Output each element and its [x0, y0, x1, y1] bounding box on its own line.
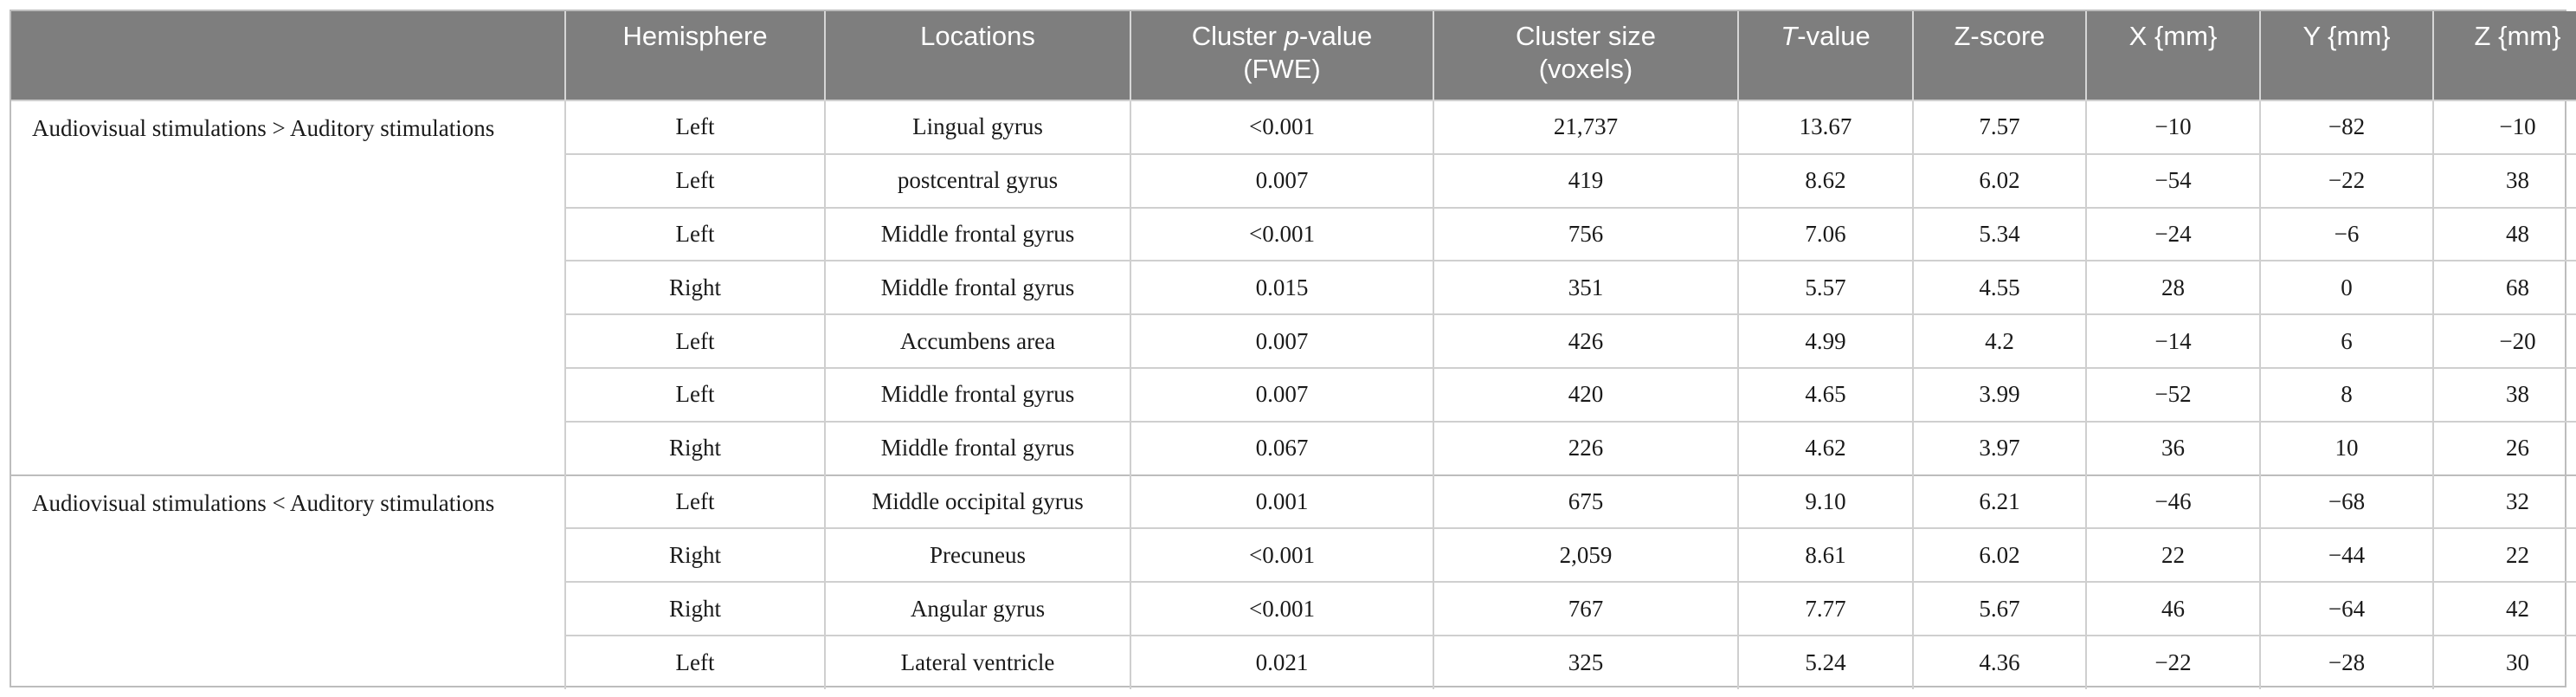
header-cluster-size: Cluster size (voxels)	[1433, 11, 1738, 100]
hemisphere-cell: Right	[565, 261, 825, 314]
cluster-p-value-cell: 0.001	[1130, 475, 1433, 529]
x-mm-cell: −52	[2086, 368, 2260, 422]
y-mm-cell: 8	[2260, 368, 2433, 422]
x-mm-cell: 46	[2086, 582, 2260, 636]
results-table-frame	[10, 10, 2566, 687]
z-score-cell: 7.57	[1913, 100, 2086, 154]
cluster-size-cell: 426	[1433, 314, 1738, 368]
cluster-size-cell: 756	[1433, 208, 1738, 261]
y-mm-cell: −44	[2260, 528, 2433, 582]
t-value-cell: 7.77	[1738, 582, 1913, 636]
cluster-size-cell: 325	[1433, 636, 1738, 689]
x-mm-cell: −14	[2086, 314, 2260, 368]
z-score-cell: 6.21	[1913, 475, 2086, 529]
z-score-cell: 5.34	[1913, 208, 2086, 261]
z-mm-cell: 38	[2433, 154, 2576, 208]
header-x-mm: X {mm}	[2086, 11, 2260, 100]
t-value-cell: 8.62	[1738, 154, 1913, 208]
group-label: Audiovisual stimulations > Auditory stimulations	[11, 100, 565, 475]
hemisphere-cell: Right	[565, 582, 825, 636]
y-mm-cell: −28	[2260, 636, 2433, 689]
location-cell: Lingual gyrus	[825, 100, 1130, 154]
table-body	[11, 100, 2576, 689]
header-hemisphere: Hemisphere	[565, 11, 825, 100]
z-mm-cell: 30	[2433, 636, 2576, 689]
results-table	[11, 11, 2576, 689]
header-cluster-p-value: Cluster p-value (FWE)	[1130, 11, 1433, 100]
location-cell: Middle frontal gyrus	[825, 261, 1130, 314]
y-mm-cell: −68	[2260, 475, 2433, 529]
hemisphere-cell: Left	[565, 208, 825, 261]
x-mm-cell: −46	[2086, 475, 2260, 529]
y-mm-cell: −82	[2260, 100, 2433, 154]
z-score-cell: 4.2	[1913, 314, 2086, 368]
header-y-mm: Y {mm}	[2260, 11, 2433, 100]
z-mm-cell: 68	[2433, 261, 2576, 314]
hemisphere-cell: Right	[565, 422, 825, 475]
z-mm-cell: 22	[2433, 528, 2576, 582]
t-value-cell: 7.06	[1738, 208, 1913, 261]
location-cell: Middle frontal gyrus	[825, 368, 1130, 422]
x-mm-cell: 22	[2086, 528, 2260, 582]
cluster-size-cell: 226	[1433, 422, 1738, 475]
y-mm-cell: 0	[2260, 261, 2433, 314]
z-mm-cell: 42	[2433, 582, 2576, 636]
z-score-cell: 4.55	[1913, 261, 2086, 314]
cluster-p-value-cell: <0.001	[1130, 582, 1433, 636]
z-score-cell: 3.97	[1913, 422, 2086, 475]
t-value-cell: 5.24	[1738, 636, 1913, 689]
t-value-cell: 4.62	[1738, 422, 1913, 475]
z-score-cell: 6.02	[1913, 154, 2086, 208]
location-cell: Middle occipital gyrus	[825, 475, 1130, 529]
location-cell: Middle frontal gyrus	[825, 422, 1130, 475]
cluster-p-value-cell: 0.015	[1130, 261, 1433, 314]
cluster-size-cell: 420	[1433, 368, 1738, 422]
z-mm-cell: 38	[2433, 368, 2576, 422]
header-group	[11, 11, 565, 100]
t-value-cell: 9.10	[1738, 475, 1913, 529]
x-mm-cell: −24	[2086, 208, 2260, 261]
y-mm-cell: −6	[2260, 208, 2433, 261]
cluster-p-value-cell: <0.001	[1130, 528, 1433, 582]
header-z-mm: Z {mm}	[2433, 11, 2576, 100]
location-cell: Angular gyrus	[825, 582, 1130, 636]
z-mm-cell: 26	[2433, 422, 2576, 475]
header-z-score: Z-score	[1913, 11, 2086, 100]
z-score-cell: 3.99	[1913, 368, 2086, 422]
hemisphere-cell: Left	[565, 154, 825, 208]
z-score-cell: 6.02	[1913, 528, 2086, 582]
cluster-p-value-cell: <0.001	[1130, 100, 1433, 154]
t-value-cell: 5.57	[1738, 261, 1913, 314]
cluster-p-value-cell: 0.007	[1130, 368, 1433, 422]
hemisphere-cell: Left	[565, 314, 825, 368]
y-mm-cell: −64	[2260, 582, 2433, 636]
y-mm-cell: 10	[2260, 422, 2433, 475]
cluster-p-value-cell: 0.007	[1130, 154, 1433, 208]
hemisphere-cell: Left	[565, 475, 825, 529]
location-cell: Accumbens area	[825, 314, 1130, 368]
location-cell: Lateral ventricle	[825, 636, 1130, 689]
cluster-size-cell: 675	[1433, 475, 1738, 529]
table-row	[11, 100, 2576, 154]
z-score-cell: 4.36	[1913, 636, 2086, 689]
x-mm-cell: 36	[2086, 422, 2260, 475]
hemisphere-cell: Left	[565, 368, 825, 422]
hemisphere-cell: Left	[565, 636, 825, 689]
location-cell: Precuneus	[825, 528, 1130, 582]
header-t-value: T-value	[1738, 11, 1913, 100]
cluster-size-cell: 21,737	[1433, 100, 1738, 154]
x-mm-cell: −54	[2086, 154, 2260, 208]
group-label: Audiovisual stimulations < Auditory stimulations	[11, 475, 565, 689]
cluster-p-value-cell: 0.007	[1130, 314, 1433, 368]
cluster-size-cell: 419	[1433, 154, 1738, 208]
t-value-cell: 13.67	[1738, 100, 1913, 154]
cluster-size-cell: 351	[1433, 261, 1738, 314]
t-value-cell: 4.99	[1738, 314, 1913, 368]
z-mm-cell: 48	[2433, 208, 2576, 261]
header-row	[11, 11, 2576, 100]
z-mm-cell: −10	[2433, 100, 2576, 154]
z-score-cell: 5.67	[1913, 582, 2086, 636]
cluster-p-value-cell: 0.067	[1130, 422, 1433, 475]
x-mm-cell: −10	[2086, 100, 2260, 154]
y-mm-cell: 6	[2260, 314, 2433, 368]
x-mm-cell: 28	[2086, 261, 2260, 314]
cluster-size-cell: 767	[1433, 582, 1738, 636]
header-locations: Locations	[825, 11, 1130, 100]
cluster-p-value-cell: <0.001	[1130, 208, 1433, 261]
table-row	[11, 475, 2576, 529]
z-mm-cell: 32	[2433, 475, 2576, 529]
y-mm-cell: −22	[2260, 154, 2433, 208]
location-cell: postcentral gyrus	[825, 154, 1130, 208]
t-value-cell: 8.61	[1738, 528, 1913, 582]
cluster-size-cell: 2,059	[1433, 528, 1738, 582]
hemisphere-cell: Left	[565, 100, 825, 154]
x-mm-cell: −22	[2086, 636, 2260, 689]
hemisphere-cell: Right	[565, 528, 825, 582]
cluster-p-value-cell: 0.021	[1130, 636, 1433, 689]
location-cell: Middle frontal gyrus	[825, 208, 1130, 261]
z-mm-cell: −20	[2433, 314, 2576, 368]
t-value-cell: 4.65	[1738, 368, 1913, 422]
